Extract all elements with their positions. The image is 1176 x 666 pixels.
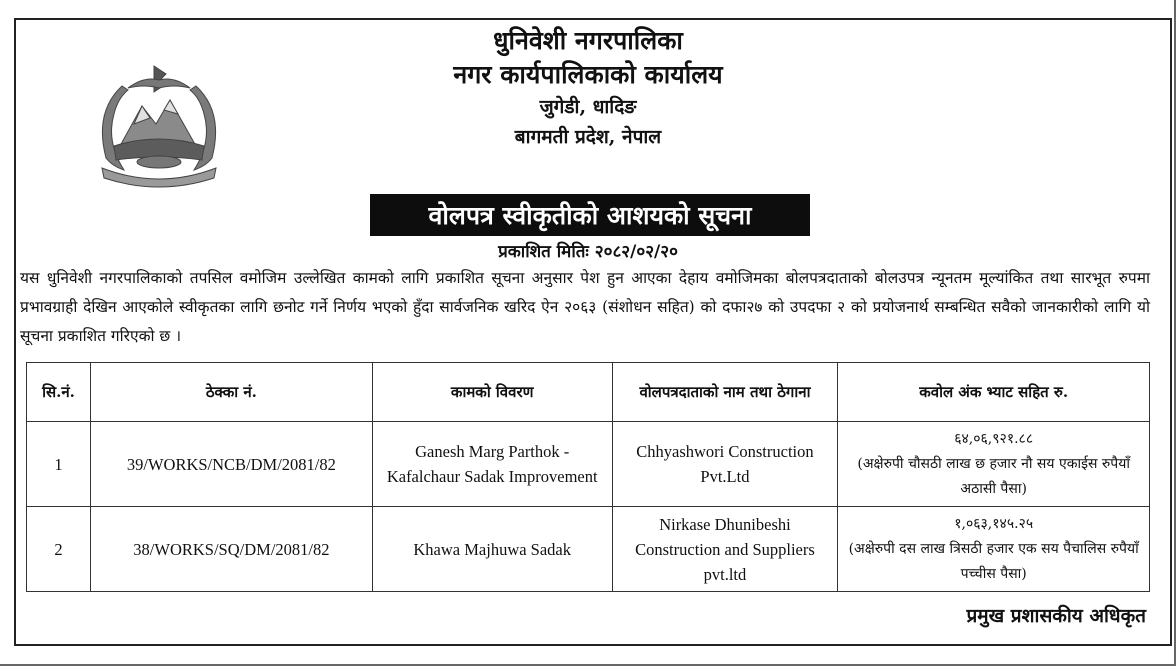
amount-figure: ६४,०६,९२१.८८ <box>954 430 1034 447</box>
table-row <box>27 507 1150 592</box>
cell-amount <box>838 422 1150 507</box>
table-header-row <box>27 363 1150 422</box>
cell-contract-no: 38/WORKS/SQ/DM/2081/82 <box>90 507 372 592</box>
municipality-name: धुनिवेशी नगरपालिका <box>493 26 683 55</box>
cell-bidder: Nirkase Dhunibeshi Construction and Suppliers pvt.ltd <box>612 507 838 592</box>
office-location: जुगेडी, धादिङ <box>539 96 637 118</box>
office-header <box>0 24 1176 152</box>
col-header-bidder: वोलपत्रदाताको नाम तथा ठेगाना <box>612 363 838 422</box>
cell-bidder: Chhyashwori Construction Pvt.Ltd <box>612 422 838 507</box>
col-header-sn: सि.नं. <box>27 363 91 422</box>
cell-amount <box>838 507 1150 592</box>
province-country: बागमती प्रदेश, नेपाल <box>514 126 662 148</box>
signatory-title: प्रमुख प्रशासकीय अधिकृत <box>966 605 1146 627</box>
col-header-work: कामको विवरण <box>372 363 612 422</box>
amount-in-words: (अक्षेरुपी दस लाख त्रिसठी हजार एक सय पैचालिस रुपैयाँ पच्चीस पैसा) <box>848 540 1139 582</box>
cell-sn: 2 <box>27 507 91 592</box>
notice-body-text: यस धुनिवेशी नगरपालिकाको तपसिल वमोजिम उल्लेखित कामको लागि प्रकाशित सूचना अनुसार पेश हुन आएका देहाय वमोजिमका बोलपत्रदाताको बोलउपत्र न्यूनतम मूल्यांकित तथा सारभूत रुपमा प्रभावग्राही देखिन आएकोले स्वीकृतका लागि छनोट गर्ने निर्णय भएको हुँदा सार्वजनिक खरिद ऐन २०६३ (संशोधन सहित) को दफा२७ को उपदफा २ को प्रयोजनार्थ सम्बन्धित सवैको जानकारीको लागि यो सूचना प्रकाशित गरिएको छ । <box>20 269 1150 345</box>
cell-contract-no: 39/WORKS/NCB/DM/2081/82 <box>90 422 372 507</box>
cell-work: Khawa Majhuwa Sadak <box>372 507 612 592</box>
office-name: नगर कार्यपालिकाको कार्यालय <box>453 60 723 89</box>
cell-sn: 1 <box>27 422 91 507</box>
published-date: प्रकाशित मितिः २०८२/०२/२० <box>498 242 678 262</box>
col-header-amount: कवोल अंक भ्याट सहित रु. <box>838 363 1150 422</box>
cell-work: Ganesh Marg Parthok - Kafalchaur Sadak Improvement <box>372 422 612 507</box>
amount-figure: १,०६३,१४५.२५ <box>954 515 1034 532</box>
bid-table <box>26 362 1150 592</box>
amount-in-words: (अक्षेरुपी चौसठी लाख छ हजार नौ सय एकाईस रुपैयाँ अठासी पैसा) <box>857 455 1130 497</box>
table-row <box>27 422 1150 507</box>
notice-title: वोलपत्र स्वीकृतीको आशयको सूचना <box>370 194 810 236</box>
col-header-contract-no: ठेक्का नं. <box>90 363 372 422</box>
